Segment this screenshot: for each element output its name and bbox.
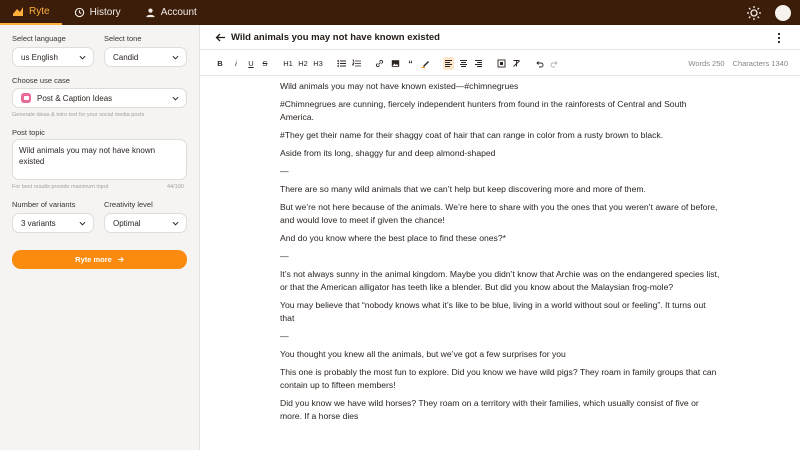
paragraph: This one is probably the most fun to explore. Did you know we have wild pigs? They roam in family groups that can contain up to fifteen members! (280, 367, 717, 390)
numbered-list-icon[interactable] (351, 57, 362, 70)
variants-label: Number of variants (12, 200, 76, 209)
main-nav (0, 0, 209, 25)
ryte-logo-icon (12, 6, 24, 17)
chevron-down-icon (79, 220, 86, 227)
creativity-label: Creativity level (104, 200, 153, 209)
paragraph: Did you know we have wild horses? They roam on a territory with their families, which usually consist of five or more. If a horse dies (280, 398, 699, 421)
ryte-more-button[interactable] (12, 250, 187, 269)
bold-icon[interactable]: B (217, 59, 223, 68)
creativity-value: Optimal (113, 218, 141, 228)
nav-account[interactable] (133, 0, 209, 25)
history-icon (74, 7, 85, 18)
underline-icon[interactable]: U (248, 59, 254, 68)
topic-label: Post topic (12, 128, 45, 137)
chevron-down-icon (172, 54, 179, 61)
creativity-select[interactable] (104, 213, 187, 233)
editor-content[interactable] (280, 80, 720, 428)
align-right-icon[interactable] (473, 57, 484, 70)
usecase-select[interactable] (12, 88, 187, 108)
nav-ryte-label: Ryte (29, 6, 50, 17)
document-stats (688, 59, 788, 68)
nav-history[interactable] (62, 0, 133, 25)
link-icon[interactable] (374, 57, 385, 70)
topic-char-count: 44/100 (167, 184, 184, 190)
image-icon[interactable] (390, 57, 401, 70)
heading2-button[interactable]: H2 (298, 59, 308, 68)
user-icon (145, 7, 156, 18)
sun-icon[interactable] (746, 5, 762, 21)
chevron-down-icon (172, 95, 179, 102)
quote-icon[interactable]: “ (408, 58, 413, 69)
paragraph: But we’re not here because of the animals. We’re here to share with you the ones that you weren’t aware of before, and would love to meet if given the chance! (280, 202, 718, 225)
heading3-button[interactable]: H3 (313, 59, 323, 68)
embed-icon[interactable] (496, 57, 507, 70)
character-count: Characters 1340 (732, 59, 788, 68)
document-title: Wild animals you may not have known existed (231, 32, 440, 43)
arrow-left-icon[interactable] (215, 32, 226, 43)
paragraph: You thought you knew all the animals, but we’ve got a few surprises for you (280, 349, 566, 359)
chevron-down-icon (79, 54, 86, 61)
align-left-icon[interactable] (443, 57, 454, 70)
word-count: Words 250 (688, 59, 725, 68)
highlight-pen-icon[interactable] (420, 57, 431, 70)
paragraph: Aside from its long, shaggy fur and deep almond-shaped (280, 148, 496, 158)
variants-value: 3 variants (21, 218, 56, 228)
variants-select[interactable] (12, 213, 94, 233)
italic-icon[interactable]: i (235, 59, 237, 68)
ryte-more-label: Ryte more (75, 255, 112, 264)
nav-account-label: Account (160, 7, 197, 18)
post-caption-icon (21, 93, 31, 103)
topic-input[interactable] (12, 139, 187, 180)
arrow-right-icon (117, 256, 124, 263)
topic-hint: For best results provide maximum input (12, 184, 109, 190)
usecase-value: Post & Caption Ideas (37, 93, 113, 103)
nav-ryte[interactable] (0, 0, 62, 25)
redo-icon[interactable] (549, 57, 560, 70)
paragraph: You may believe that “nobody knows what it’s like to be blue, living in a world without soul or feeling”. It turns out that (280, 300, 706, 323)
tone-label: Select tone (104, 34, 142, 43)
language-value: us English (21, 52, 58, 62)
clear-format-icon[interactable] (511, 57, 522, 70)
top-bar (0, 0, 800, 25)
strikethrough-icon[interactable]: S (262, 59, 268, 68)
paragraph: There are so many wild animals that we can’t help but keep discovering more and more of them. (280, 184, 646, 194)
undo-icon[interactable] (534, 57, 545, 70)
more-options-icon[interactable] (775, 32, 783, 44)
separator: — (280, 251, 289, 261)
paragraph: #Chimnegrues are cunning, fiercely independent hunters from found in the rainforests of Central and South America. (280, 99, 687, 122)
align-center-icon[interactable] (458, 57, 469, 70)
tone-select[interactable] (104, 47, 187, 67)
separator: — (280, 331, 289, 341)
language-label: Select language (12, 34, 66, 43)
avatar[interactable] (775, 5, 791, 21)
paragraph: And do you know where the best place to find these ones?* (280, 233, 506, 243)
chevron-down-icon (172, 220, 179, 227)
bullet-list-icon[interactable] (336, 57, 347, 70)
tone-value: Candid (113, 52, 139, 62)
usecase-label: Choose use case (12, 76, 70, 85)
paragraph: Wild animals you may not have known existed—#chimnegrues (280, 81, 519, 91)
usecase-hint: Generate ideas & intro text for your social media posts (12, 112, 145, 118)
separator: — (280, 166, 289, 176)
language-select[interactable] (12, 47, 94, 67)
nav-history-label: History (89, 7, 121, 18)
heading1-button[interactable]: H1 (283, 59, 293, 68)
paragraph: It’s not always sunny in the animal kingdom. Maybe you didn’t know that Archie was on the endangered species list, or that the American alligator has teeth like a blender. But did you know about the Malaysian frog-mole? (280, 269, 720, 292)
paragraph: #They get their name for their shaggy coat of hair that can range in color from a rusty brown to black. (280, 130, 664, 140)
